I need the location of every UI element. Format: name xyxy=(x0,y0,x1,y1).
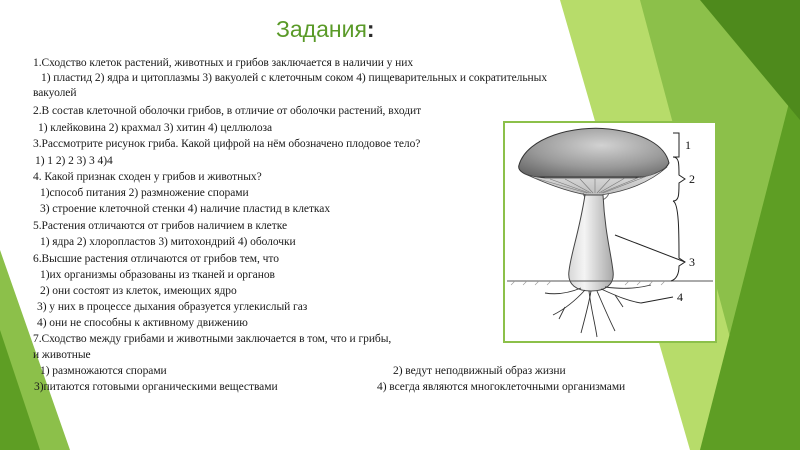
q2-options: 1) клейковина 2) крахмал 3) хитин 4) целлюлоза xyxy=(38,122,273,134)
bracket-2 xyxy=(673,157,685,201)
q5-question: 5.Растения отличаются от грибов наличием в клетке xyxy=(33,220,288,232)
q2-question: 2.В состав клеточной оболочки грибов, в отличие от оболочки растений, входит xyxy=(33,105,422,117)
q7-option-4: 4) всегда являются многоклеточными организмами xyxy=(377,381,626,393)
q1-question: 1.Сходство клеток растений, животных и грибов заключается в наличии у них xyxy=(33,57,414,69)
slide-title-colon: : xyxy=(366,16,375,42)
pointer-4 xyxy=(641,297,673,303)
q7-option-2: 2) ведут неподвижный образ жизни xyxy=(393,365,566,377)
q3-question: 3.Рассмотрите рисунок гриба. Какой цифрой на нём обозначено плодовое тело? xyxy=(33,138,421,150)
q7-option-3: 3)питаются готовыми органическими веществами xyxy=(34,381,278,393)
q5-options: 1) ядра 2) хлоропластов 3) митохондрий 4) оболочки xyxy=(40,236,296,248)
q7-option-1: 1) размножаются спорами xyxy=(40,365,167,377)
q7-question: 7.Сходство между грибами и животными заключается в том, что и грибы, xyxy=(33,333,392,345)
q1-options-cont: вакуолей xyxy=(33,87,77,99)
figure-label-3: 3 xyxy=(689,255,695,269)
q6-option-2: 2) они состоят из клеток, имеющих ядро xyxy=(40,285,237,297)
q3-options: 1) 1 2) 2 3) 3 4)4 xyxy=(35,155,113,167)
q6-option-4: 4) они не способны к активному движению xyxy=(37,317,248,329)
q4-options-b: 3) строение клеточной стенки 4) наличие пластид в клетках xyxy=(40,203,331,215)
q6-option-1: 1)их организмы образованы из тканей и органов xyxy=(40,269,275,281)
mushroom-cap xyxy=(519,128,669,177)
q6-option-3: 3) у них в процессе дыхания образуется углекислый газ xyxy=(37,301,308,313)
q4-options-a: 1)способ питания 2) размножение спорами xyxy=(40,187,249,199)
pointer-3 xyxy=(615,235,685,262)
q6-question: 6.Высшие растения отличаются от грибов тем, что xyxy=(33,253,279,265)
figure-label-2: 2 xyxy=(689,172,695,186)
bracket-1 xyxy=(673,133,679,157)
figure-label-1: 1 xyxy=(685,138,691,152)
slide-title-text: Задания xyxy=(276,16,367,42)
q4-question: 4. Какой признак сходен у грибов и животных? xyxy=(33,171,262,183)
figure-label-4: 4 xyxy=(677,290,683,304)
slide-title xyxy=(276,16,375,43)
mushroom-figure xyxy=(503,121,717,343)
bracket-3 xyxy=(671,201,685,281)
q7-question-cont: и животные xyxy=(33,349,91,361)
mycelium xyxy=(545,285,651,337)
mushroom-stem xyxy=(569,195,614,291)
q1-options: 1) пластид 2) ядра и цитоплазмы 3) вакуолей с клеточным соком 4) пищеварительных и сократительных xyxy=(41,72,548,84)
